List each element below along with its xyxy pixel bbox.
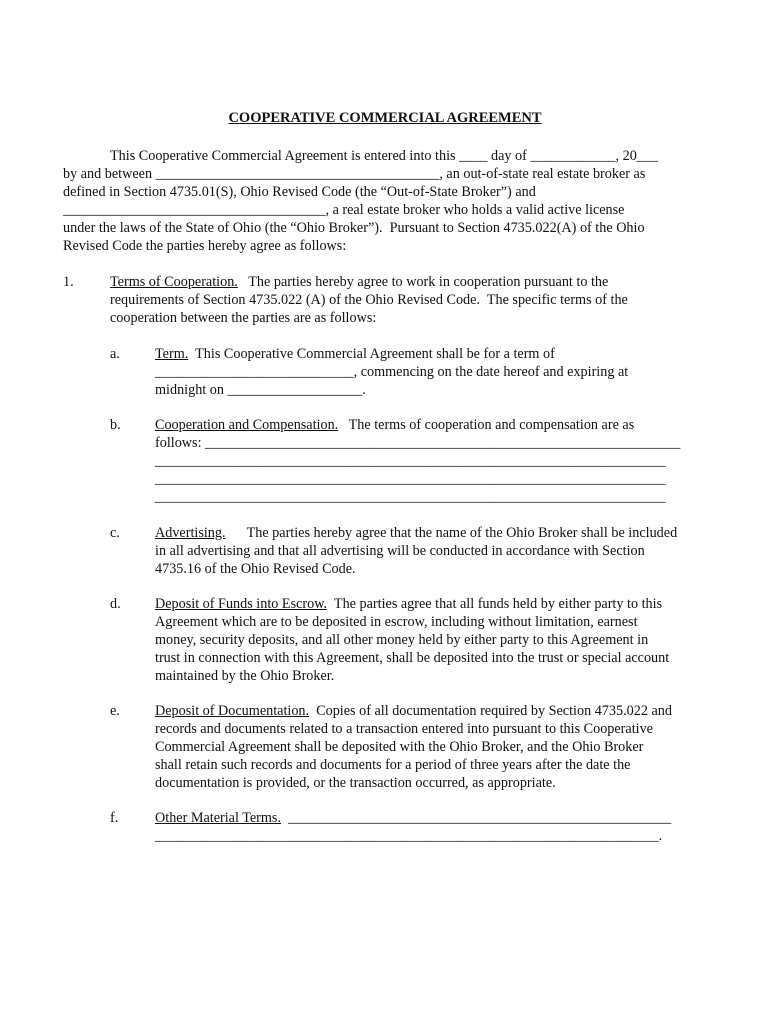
item-letter: d.	[110, 596, 121, 612]
item-text: 4735.16 of the Ohio Revised Code.	[155, 561, 356, 577]
item-a-first-line	[155, 345, 555, 363]
item-heading: Other Material Terms.	[155, 810, 281, 826]
item-heading: Cooperation and Compensation.	[155, 417, 339, 433]
item-text: _______________________________________________________________________.	[155, 828, 663, 844]
item-f-first-line	[155, 809, 671, 827]
item-text: documentation is provided, or the transaction occurred, as appropriate.	[155, 775, 556, 791]
item-heading: Advertising.	[155, 525, 226, 541]
item-text: Copies of all documentation required by Section 4735.022 and	[309, 703, 672, 719]
intro-line: by and between ________________________________________, an out-of-state real estate broker as	[63, 166, 646, 182]
item-e-first-line	[155, 702, 672, 720]
item-text: trust in connection with this Agreement, shall be deposited into the trust or special account	[155, 650, 670, 666]
section-text: requirements of Section 4735.022 (A) of the Ohio Revised Code. The specific terms of the	[110, 292, 628, 308]
item-letter: b.	[110, 417, 121, 433]
item-text: maintained by the Ohio Broker.	[155, 668, 335, 684]
item-text: The terms of cooperation and compensation are as	[338, 417, 635, 433]
item-c-first-line	[155, 524, 677, 542]
section-text: The parties hereby agree to work in cooperation pursuant to the	[237, 274, 609, 290]
section-1-first-line	[110, 273, 608, 291]
item-heading: Term.	[155, 346, 189, 362]
item-text: ________________________________________________________________________	[155, 489, 666, 505]
item-text: shall retain such records and documents for a period of three years after the date the	[155, 757, 631, 773]
item-text: records and documents related to a transaction entered into pursuant to this Cooperative	[155, 721, 653, 737]
item-b-first-line	[155, 416, 634, 434]
item-text: follows: ___________________________________________________________________	[155, 435, 681, 451]
item-text: ________________________________________________________________________	[155, 471, 666, 487]
item-text: ______________________________________________________	[281, 810, 672, 826]
item-text: Agreement which are to be deposited in escrow, including without limitation, earnest	[155, 614, 638, 630]
section-number: 1.	[63, 274, 74, 290]
item-letter: e.	[110, 703, 120, 719]
item-text: ________________________________________________________________________	[155, 453, 666, 469]
item-heading: Deposit of Funds into Escrow.	[155, 596, 328, 612]
item-heading: Deposit of Documentation.	[155, 703, 310, 719]
item-text: money, security deposits, and all other money held by either party to this Agreement in	[155, 632, 649, 648]
item-letter: f.	[110, 810, 119, 826]
intro-line: _____________________________________, a real estate broker who holds a valid active license	[63, 202, 625, 218]
intro-line: This Cooperative Commercial Agreement is entered into this ____ day of ____________, 20___	[110, 148, 659, 164]
item-text: This Cooperative Commercial Agreement shall be for a term of	[188, 346, 555, 362]
item-text: The parties hereby agree that the name of the Ohio Broker shall be included	[225, 525, 678, 541]
item-text: ____________________________, commencing on the date hereof and expiring at	[155, 364, 629, 380]
item-text: in all advertising and that all advertising will be conducted in accordance with Section	[155, 543, 645, 559]
item-letter: a.	[110, 346, 120, 362]
intro-line: Revised Code the parties hereby agree as follows:	[63, 238, 347, 254]
item-letter: c.	[110, 525, 120, 541]
item-text: midnight on ___________________.	[155, 382, 366, 398]
intro-line: defined in Section 4735.01(S), Ohio Revised Code (the “Out-of-State Broker”) and	[63, 184, 536, 200]
document-title: COOPERATIVE COMMERCIAL AGREEMENT	[228, 110, 542, 126]
item-d-first-line	[155, 595, 662, 613]
item-text: The parties agree that all funds held by either party to this	[327, 596, 663, 612]
item-text: Commercial Agreement shall be deposited with the Ohio Broker, and the Ohio Broker	[155, 739, 644, 755]
section-heading: Terms of Cooperation.	[110, 274, 238, 290]
intro-line: under the laws of the State of Ohio (the “Ohio Broker”). Pursuant to Section 4735.022(A) of the Ohio	[63, 220, 645, 236]
section-text: cooperation between the parties are as follows:	[110, 310, 377, 326]
